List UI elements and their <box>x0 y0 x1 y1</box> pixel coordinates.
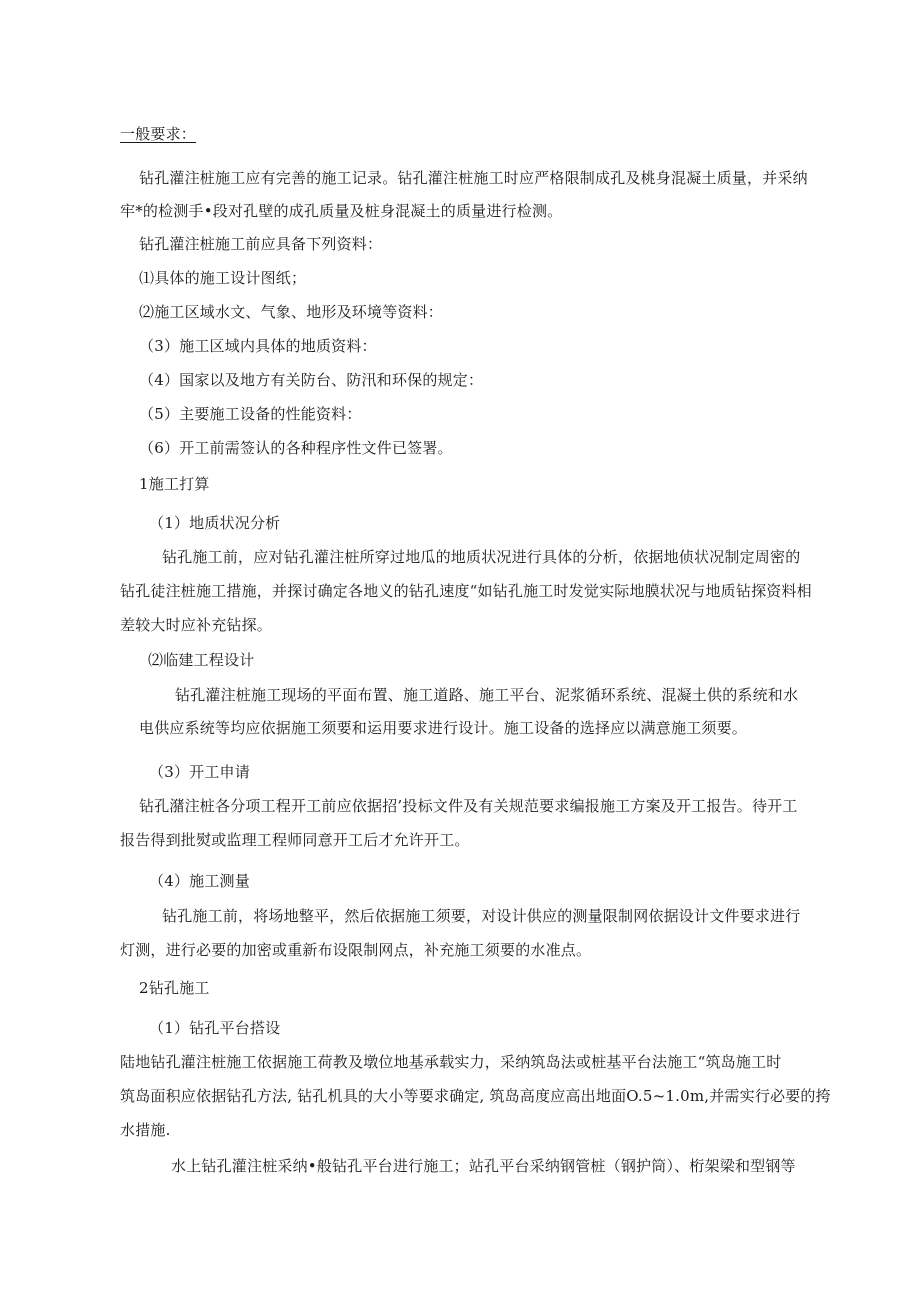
subsection-heading: （1）地质状况分析 <box>149 514 281 532</box>
paragraph-line: 钻孔施工前，应对钻孔灌注桩所穿过地瓜的地质状况进行具体的分析，依据地侦状况制定周密的 <box>162 548 801 566</box>
paragraph-line: 钻孔徒注桩施工措施，并探讨确定各地义的钻孔速度“如钻孔施工时发觉实际地膜状况与地质钻探资料相 <box>120 582 812 600</box>
paragraph-line: 钻孔灌注桩施工应有完善的施工记录。钻孔灌注桩施工时应严格限制成孔及桃身混凝土质量，并采纳 <box>139 169 808 187</box>
subsection-heading: （4）施工测量 <box>149 872 250 890</box>
list-item: （6）开工前需签认的各种程序性文件已签署。 <box>139 439 453 457</box>
list-item: （4）国家以及地方有关防台、防汛和环保的规定： <box>139 371 484 389</box>
section-heading-general-requirements: 一般要求： <box>120 125 197 143</box>
paragraph-line: 电供应系统等均应依据施工须要和运用要求进行设计。施工设备的选择应以满意施工须要。 <box>139 719 748 737</box>
section-heading: 2钻孔施工 <box>139 979 210 997</box>
paragraph-line: 报告得到批熨或监理工程师同意开工后才允许开工。 <box>120 831 470 849</box>
section-heading: 1施工打算 <box>139 475 210 493</box>
paragraph-line: 差较大时应补充钻探。 <box>120 616 273 634</box>
paragraph-line: 陆地钻孔灌注桩施工依据施工荷教及墩位地基承载实力，采纳筑岛法或桩基平台法施工“筑岛施工时 <box>120 1053 782 1071</box>
list-item: （3）施工区域内具体的地质资料： <box>139 337 377 355</box>
list-item: （5）主要施工设备的性能资料： <box>139 405 362 423</box>
paragraph-line: 钻孔灌注桩施工前应具备下列资料： <box>139 235 383 253</box>
paragraph-line: 水措施. <box>120 1121 171 1139</box>
paragraph-line: 钻孔施工前，将场地整平，然后依据施工须要，对设计供应的测量限制网依据设计文件要求进行 <box>162 907 801 925</box>
paragraph-line: 灯测，进行必要的加密或重新布设限制网点，补充施工须要的水准点。 <box>120 941 592 959</box>
subsection-heading: （1）钻孔平台搭设 <box>149 1019 281 1037</box>
subsection-heading: ⑵临建工程设计 <box>148 651 255 669</box>
paragraph-line: 牢*的检测手•段对孔壁的成孔质量及桩身混凝土的质量进行检测。 <box>120 202 563 220</box>
subsection-heading: （3）开工申请 <box>149 763 250 781</box>
list-item: ⑵施工区域水文、气象、地形及环境等资料： <box>139 303 444 321</box>
list-item: ⑴具体的施工设计图纸； <box>139 269 307 287</box>
paragraph-line: 钻孔灌注桩施工现场的平面布置、施工道路、施工平台、泥浆循环系统、混凝土供的系统和水 <box>175 686 799 704</box>
paragraph-line: 水上钻孔灌注桩采纳•般钻孔平台进行施工；站孔平台采纳钢管桩（钢护筒）、桁架梁和型钢等 <box>171 1157 796 1175</box>
paragraph-line: 钻孔潴注桩各分项工程开工前应依据招’投标文件及有关规范要求编报施工方案及开工报告。待开工 <box>139 797 798 815</box>
paragraph-line: 筑岛面积应依据钻孔方法, 钻孔机具的大小等要求确定, 筑岛高度应高出地面O.5~1.0m,并需实行必要的挎 <box>120 1087 831 1105</box>
